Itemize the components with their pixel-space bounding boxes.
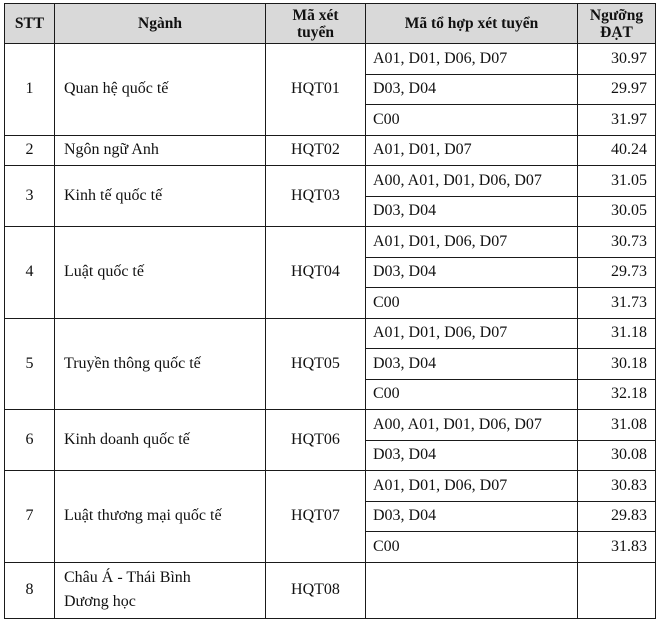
cell-nguong: 30.08 <box>578 440 656 471</box>
header-ma-to-hop: Mã tổ hợp xét tuyển <box>366 4 578 44</box>
cell-nguong: 32.18 <box>578 379 656 410</box>
table-row <box>5 562 656 618</box>
table-row <box>5 135 656 166</box>
header-ma-xet-tuyen: Mã xét tuyển <box>266 4 366 44</box>
cell-ma-to-hop: C00 <box>366 379 578 410</box>
cell-ma-to-hop: A01, D01, D06, D07 <box>366 44 578 75</box>
cell-nguong: 30.73 <box>578 227 656 258</box>
cell-ma-to-hop: C00 <box>366 105 578 136</box>
cell-nguong <box>578 562 656 618</box>
table-row <box>5 410 656 441</box>
header-row <box>5 4 656 44</box>
cell-ma-to-hop: A01, D01, D06, D07 <box>366 318 578 349</box>
cell-ma-xet-tuyen: HQT04 <box>266 227 366 319</box>
cell-ma-to-hop: D03, D04 <box>366 196 578 227</box>
cell-ma-xet-tuyen: HQT08 <box>266 562 366 618</box>
cell-nganh: Ngôn ngữ Anh <box>55 135 266 166</box>
cell-nguong: 29.97 <box>578 74 656 105</box>
cell-ma-xet-tuyen: HQT01 <box>266 44 366 136</box>
cell-ma-to-hop: A00, A01, D01, D06, D07 <box>366 166 578 197</box>
cell-nguong: 31.05 <box>578 166 656 197</box>
cell-ma-to-hop: C00 <box>366 288 578 319</box>
cell-stt: 3 <box>5 166 55 227</box>
cell-nguong: 30.05 <box>578 196 656 227</box>
table-row <box>5 166 656 197</box>
cell-ma-to-hop: A00, A01, D01, D06, D07 <box>366 410 578 441</box>
cell-nguong: 30.83 <box>578 471 656 502</box>
cell-ma-to-hop: A01, D01, D06, D07 <box>366 471 578 502</box>
table-row <box>5 44 656 75</box>
cell-nguong: 31.08 <box>578 410 656 441</box>
cell-stt: 7 <box>5 471 55 563</box>
cell-nguong: 31.73 <box>578 288 656 319</box>
table-row <box>5 227 656 258</box>
cell-ma-xet-tuyen: HQT06 <box>266 410 366 471</box>
cell-ma-to-hop: C00 <box>366 532 578 563</box>
table-body <box>5 44 656 619</box>
cell-stt: 4 <box>5 227 55 319</box>
header-nganh: Ngành <box>55 4 266 44</box>
cell-stt: 2 <box>5 135 55 166</box>
cell-ma-to-hop: D03, D04 <box>366 501 578 532</box>
cell-nguong: 30.18 <box>578 349 656 380</box>
cell-stt: 5 <box>5 318 55 410</box>
cell-nganh: Luật quốc tế <box>55 227 266 319</box>
table-row <box>5 318 656 349</box>
cell-ma-to-hop: D03, D04 <box>366 74 578 105</box>
cell-nguong: 31.97 <box>578 105 656 136</box>
cell-ma-to-hop: D03, D04 <box>366 440 578 471</box>
cell-ma-to-hop: D03, D04 <box>366 257 578 288</box>
cell-ma-xet-tuyen: HQT07 <box>266 471 366 563</box>
cell-nguong: 29.73 <box>578 257 656 288</box>
cell-nguong: 29.83 <box>578 501 656 532</box>
cell-ma-xet-tuyen: HQT02 <box>266 135 366 166</box>
cell-ma-to-hop: D03, D04 <box>366 349 578 380</box>
cell-nganh: Châu Á - Thái Bình Dương học <box>55 562 266 618</box>
cell-stt: 6 <box>5 410 55 471</box>
cell-nganh: Quan hệ quốc tế <box>55 44 266 136</box>
cell-nguong: 30.97 <box>578 44 656 75</box>
cell-nguong: 31.18 <box>578 318 656 349</box>
admission-table-container <box>4 3 656 619</box>
cell-stt: 1 <box>5 44 55 136</box>
cell-nganh: Truyền thông quốc tế <box>55 318 266 410</box>
admission-table <box>4 3 656 619</box>
cell-nguong: 31.83 <box>578 532 656 563</box>
header-stt: STT <box>5 4 55 44</box>
cell-nguong: 40.24 <box>578 135 656 166</box>
cell-ma-xet-tuyen: HQT03 <box>266 166 366 227</box>
cell-nganh: Kinh doanh quốc tế <box>55 410 266 471</box>
header-nguong: Ngưỡng ĐẠT <box>578 4 656 44</box>
cell-ma-to-hop: A01, D01, D06, D07 <box>366 227 578 258</box>
cell-stt: 8 <box>5 562 55 618</box>
cell-ma-xet-tuyen: HQT05 <box>266 318 366 410</box>
cell-nganh: Kinh tế quốc tế <box>55 166 266 227</box>
cell-ma-to-hop: A01, D01, D07 <box>366 135 578 166</box>
cell-ma-to-hop <box>366 562 578 618</box>
cell-nganh: Luật thương mại quốc tế <box>55 471 266 563</box>
table-row <box>5 471 656 502</box>
